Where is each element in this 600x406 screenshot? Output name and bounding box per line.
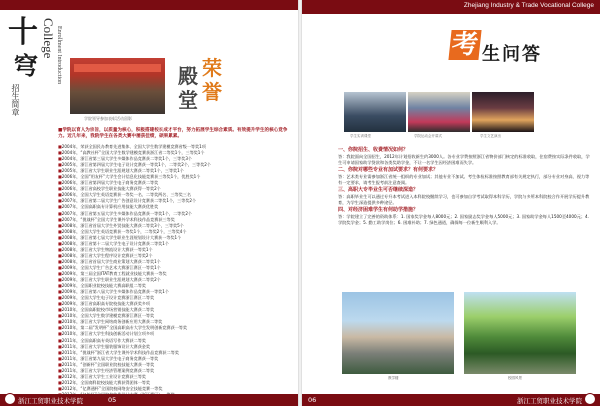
award-item-text: 2009年，浙江省第八届大学生多媒体作品竞赛获一等奖1个: [61, 289, 169, 295]
footer-college-name: 浙江工贸职业技术学院: [517, 397, 582, 405]
award-item-text: 2011年，全国高职高专英语写作大赛获二等奖: [61, 337, 146, 343]
question-heading: 四、对经济困难学生有何助学措施？: [338, 207, 419, 213]
award-item-text: 2007年，浙江省第五届大学生多媒体作品竞赛获一等奖1个，二等奖2个: [61, 210, 193, 216]
photo-classroom: [344, 92, 406, 132]
bullet-square-icon: ■: [58, 192, 62, 198]
award-item-text: 2010年，全国大学生数学建模竞赛浙江赛区一等奖: [61, 313, 155, 319]
award-item-text: 2006年，全国“用友杯”大学生会计信息化技能竞赛获三等奖1个，优胜奖1个: [61, 174, 201, 180]
award-item-text: 2008年，浙江省第七届大学生职业生涯规划设计大赛获一等奖1个: [61, 234, 182, 240]
honor-char-4: 誉: [202, 80, 222, 104]
photo-caption: 学院运动会开幕式: [414, 134, 442, 138]
award-item-text: 2009年，浙江省大学生职业生涯规划大赛获二等奖2个: [61, 277, 161, 283]
question-heading: 三、高职大专毕业生可否继续深造？: [338, 187, 419, 193]
bullet-square-icon: ■: [58, 277, 62, 283]
bullet-square-icon: ■: [58, 174, 62, 180]
award-item-text: 2009年，全国大学生广告艺术大赛浙江赛区一等奖1个: [61, 264, 161, 270]
award-item-text: 2008年，浙江省首届大学生商业策划大赛获二等奖1个: [61, 258, 161, 264]
award-item-text: 2011年，“挑战杯”浙江省大学生课外学术科技作品竞赛获二等奖: [61, 349, 179, 355]
bullet-square-icon: ■: [58, 204, 62, 210]
top-bar: [302, 0, 600, 14]
award-item-text: 2010年，浙江省大学生科技创新活动计划立项多项: [61, 331, 155, 337]
photo-caption: 校园风景: [508, 376, 522, 380]
award-item-text: 2007年，全国高职高专计算机应用技能大赛获优胜奖: [61, 204, 159, 210]
bullet-square-icon: ■: [58, 222, 62, 228]
bullet-square-icon: ■: [58, 144, 62, 149]
answer-text: 答：艺术类专业需参加浙江省统一组织的专业加试；其他专业不加试。考生体检标准按照教育部有关规定执行，部分专业对身高、视力等有一定要求，请考生报考前注意查阅。: [338, 174, 590, 185]
award-item-text: 2008年，全国大学生英语竞赛获一等奖1个，二等奖2个，三等奖4个: [61, 228, 187, 234]
bullet-square-icon: ■: [58, 325, 62, 331]
award-item-text: 2009年，全国大学生电子设计竞赛浙江赛区二等奖: [61, 295, 155, 301]
right-page: [302, 0, 600, 406]
bullet-square-icon: ■: [58, 379, 62, 385]
award-item-text: 2011年，“创新杯”全国职业院校技能大赛获一等奖: [61, 361, 155, 367]
intro-paragraph: ■学院以育人为宗旨，以质量为核心，积极搭建校长成才平台，努力拓展学生综合素质。有效提升学生的核心竞争力。近几年来，我院学生在各类大赛中屡获佳绩，硕果累累。: [58, 128, 288, 140]
kao-char-badge: 考: [450, 30, 480, 60]
bullet-square-icon: ■: [58, 186, 62, 192]
award-item-text: 2008年，浙江省大学生程序设计竞赛获三等奖2个: [61, 252, 153, 258]
vertical-title: 招生简章: [11, 84, 20, 116]
photo-caption: 教学楼: [388, 376, 399, 380]
award-item-text: 2004年，浙江省第三届大学生多媒体作品竞赛获二等奖1个，三等奖3个: [61, 156, 193, 162]
bullet-square-icon: ■: [58, 295, 62, 301]
bullet-square-icon: ■: [58, 319, 62, 325]
photo-caption: 学院领导参加表彰活动留影: [84, 116, 132, 121]
award-item-text: 2008年，浙江省首届大学生外贸技能大赛获二等奖3个，三等奖5个: [61, 222, 184, 228]
page-number: 05: [108, 396, 117, 404]
award-item-text: 2012年，“亿赛通杯”全国院校网络安全技能竞赛一等奖: [61, 385, 163, 391]
award-item-text: 2012年，浙江省大学生工业设计竞赛获三等奖: [61, 373, 146, 379]
bullet-square-icon: ■: [58, 270, 62, 276]
bullet-square-icon: ■: [58, 246, 62, 252]
bullet-square-icon: ■: [58, 337, 62, 343]
award-item-text: 2007年，“挑战杯”全国大学生课外学术科技作品竞赛获三等奖: [61, 216, 175, 222]
honor-char-1: 殿: [178, 64, 198, 88]
award-item-text: 2011年，浙江省大学生服装服饰设计大赛获金奖: [61, 343, 150, 349]
award-item-text: 2011年，浙江省第九届大学生电子商务竞赛获一等奖: [61, 355, 159, 361]
answer-text: 答：我院面向全国招生，2012年计划招收新生约3000人。各专业学费按照浙江省物价部门核定的标准收取，住宿费按实际条件收取，学生可申请国家助学贷款和各类奖助学金，不让一名学生因经济困难而失学。: [338, 154, 590, 165]
right-footer-bar: [302, 394, 600, 406]
photo-banner: [74, 64, 161, 72]
question-heading: 一、你院招生、收费情况如何？: [338, 147, 409, 153]
vertical-college-text: College: [41, 18, 56, 59]
bullet-square-icon: ■: [58, 162, 62, 168]
photo-caption: 学生实训课堂: [350, 134, 371, 138]
bullet-square-icon: ■: [58, 301, 62, 307]
bullet-square-icon: ■: [58, 355, 62, 361]
award-item-text: 2009年，浙江省高职高专院校技能大赛获奖多项: [61, 301, 150, 307]
bullet-square-icon: ■: [58, 216, 62, 222]
award-item-text: 2009年，全国职业院校技能大赛高职组二等奖: [61, 283, 146, 289]
honor-hall-title: [178, 58, 248, 114]
award-item-text: 2010年，全国高职院校市场营销技能大赛获二等奖: [61, 307, 155, 313]
honor-char-2: 荣: [202, 56, 222, 80]
bullet-square-icon: ■: [58, 367, 62, 373]
award-group-photo: [70, 58, 165, 114]
bullet-square-icon: ■: [58, 156, 62, 162]
award-item-text: 2010年，第二届“发明杯”全国高职高专大学生发明创新竞赛获一等奖: [61, 325, 187, 331]
qa-title: 生问答: [482, 44, 542, 65]
photo-sports-meeting: [408, 92, 470, 132]
vertical-subtitle: Enrollment Introduction: [56, 26, 62, 85]
award-item-text: 2008年，浙江省第十二届大学生电子设计竞赛获二等奖1个: [61, 240, 169, 246]
award-item-text: 2012年，全国商科院校技能大赛获得团体一等奖: [61, 379, 150, 385]
award-item-text: 2008年，浙江省大学生物流设计大赛获一等奖1个: [61, 246, 153, 252]
bullet-square-icon: ■: [58, 228, 62, 234]
question-heading: 二、你院对哪些专业有加试要求？有何要求？: [338, 167, 439, 173]
footer-college-name: 浙江工贸职业技术学院: [18, 397, 83, 405]
big-char-bottom: 穹: [14, 51, 38, 80]
bullet-square-icon: ■: [58, 234, 62, 240]
bullet-square-icon: ■: [58, 264, 62, 270]
bullet-square-icon: ■: [58, 331, 62, 337]
bullet-square-icon: ■: [58, 210, 62, 216]
award-item-text: 2010年，浙江省大学生网络商务创新应用大赛获二等奖: [61, 319, 163, 325]
bullet-square-icon: ■: [58, 258, 62, 264]
bullet-square-icon: ■: [58, 180, 62, 186]
left-footer-bar: [0, 394, 298, 406]
bullet-square-icon: ■: [58, 283, 62, 289]
top-bar: [0, 0, 298, 10]
bullet-square-icon: ■: [58, 150, 62, 156]
photo-performance: [472, 92, 534, 132]
big-char-top: 十: [8, 15, 38, 50]
qa-section: [338, 146, 592, 226]
award-item-text: 2004年，荣获全国民办教育先进集体、全国大学生数学建模竞赛省级一等奖1项: [61, 144, 206, 149]
bullet-square-icon: ■: [58, 289, 62, 295]
campus-building-photo: [342, 292, 454, 374]
photo-caption: 学生文艺演出: [480, 134, 501, 138]
college-seal-icon: [584, 393, 596, 405]
answer-text: 答：高职毕业生可以通过专升本考试进入本科院校继续学习，也可参加自学考试取得本科学历，学院与多所本科院校合作开展学历提升教育，为学生深造提供多种途径。: [338, 194, 590, 205]
award-item-text: 2006年，浙江省第四届大学生电子商务竞赛获二等奖: [61, 180, 159, 186]
campus-garden-photo: [464, 292, 576, 374]
bullet-square-icon: ■: [58, 307, 62, 313]
bullet-square-icon: ■: [58, 343, 62, 349]
award-item-text: 2004年，“高教社杯”全国大学生数学建模竞赛获浙江省二等奖1个，三等奖1个: [61, 150, 205, 156]
bullet-square-icon: ■: [58, 361, 62, 367]
awards-list: [58, 144, 294, 398]
bullet-square-icon: ■: [58, 252, 62, 258]
award-item-text: 2011年，浙江省大学生经济管理案例竞赛获二等奖: [61, 367, 155, 373]
award-item-text: 2007年，浙江省第二届大学生广告创意设计竞赛获二等奖1个，三等奖2个: [61, 198, 197, 204]
bullet-square-icon: ■: [58, 313, 62, 319]
bullet-square-icon: ■: [58, 349, 62, 355]
honor-char-3: 堂: [178, 88, 198, 112]
page-number: 06: [308, 396, 317, 404]
award-item-text: 2005年，浙江省第四届大学生电子设计竞赛获一等奖1个，二等奖2个，三等奖2个: [61, 162, 212, 168]
award-item-text: 2009年，第三届全国ITAT教育工程就业技能大赛获一等奖: [61, 270, 167, 276]
header-english-name: Zhejiang Industry & Trade Vocational College: [463, 2, 594, 9]
left-page: [0, 0, 298, 406]
award-item-text: 2005年，浙江省大学生职业生涯规划大赛获二等奖1个，三等奖1个: [61, 168, 184, 174]
award-item-text: 2006年，全国大学生英语竞赛获一等奖一名、二等奖两名、三等奖三名: [61, 192, 191, 198]
bullet-square-icon: ■: [58, 385, 62, 391]
answer-text: 答：学院建立了完善的资助体系：1. 国家奖学金每人8000元；2. 国家励志奖学金每人5000元；3. 国家助学金每人1500至4000元；4. 学院奖学金；5. 勤工助学岗位；6. 困难补助；7. 绿色通道，确保每一位新生顺利入学。: [338, 214, 590, 225]
bullet-square-icon: ■: [58, 373, 62, 379]
bullet-square-icon: ■: [58, 198, 62, 204]
bullet-square-icon: ■: [58, 168, 62, 174]
award-item-text: 2006年，浙江省高校学生职业技能大赛获得一等奖2个: [61, 186, 161, 192]
college-seal-icon: [4, 393, 16, 405]
bullet-square-icon: ■: [58, 240, 62, 246]
